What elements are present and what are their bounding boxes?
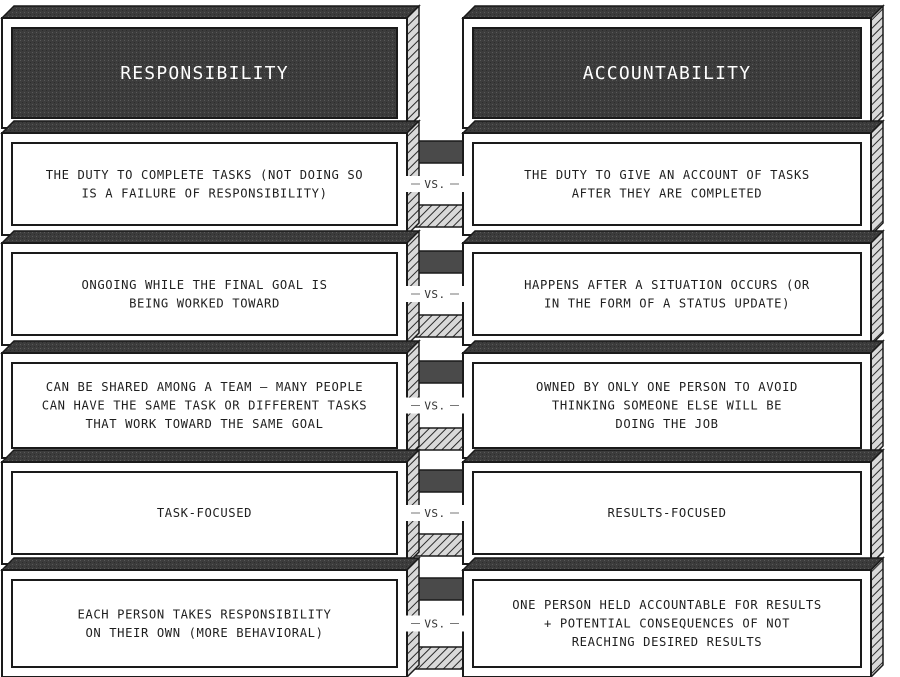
block-top-face	[463, 6, 883, 18]
left-cell-block	[2, 558, 419, 677]
left-cell-block	[2, 121, 419, 235]
block-side-face	[407, 6, 419, 128]
block-top-face	[463, 558, 883, 570]
left-cell-text-line: CAN BE SHARED AMONG A TEAM — MANY PEOPLE	[45, 380, 364, 394]
block-side-face	[871, 231, 883, 345]
right-cell-text-line: + POTENTIAL CONSEQUENCES OF NOT	[543, 616, 791, 631]
vs-label: VS.	[424, 288, 446, 301]
cell-panel	[473, 253, 861, 335]
block-side-face	[871, 6, 883, 128]
right-cell-text-line: RESULTS-FOCUSED	[607, 506, 727, 520]
left-cell-text-line: IS A FAILURE OF RESPONSIBILITY)	[81, 186, 328, 201]
right-cell-text-line: THINKING SOMEONE ELSE WILL BE	[551, 398, 783, 413]
left-cell-block	[2, 450, 419, 564]
right-cell-text-line: IN THE FORM OF A STATUS UPDATE)	[543, 296, 791, 311]
block-top-face	[463, 341, 883, 353]
left-cell-block	[2, 341, 419, 458]
accountability-heading: ACCOUNTABILITY	[582, 63, 752, 84]
block-top-face	[2, 558, 419, 570]
block-top-face	[2, 450, 419, 462]
cell-panel	[12, 580, 397, 667]
block-top-face	[463, 450, 883, 462]
cell-panel	[473, 143, 861, 225]
right-header-block	[463, 6, 883, 128]
right-cell-block	[463, 341, 883, 458]
left-cell-text-line: THE DUTY TO COMPLETE TASKS (NOT DOING SO	[45, 167, 364, 182]
vs-label: VS.	[424, 178, 446, 191]
right-cell-block	[463, 450, 883, 564]
left-cell-block	[2, 231, 419, 345]
right-cell-text-line: HAPPENS AFTER A SITUATION OCCURS (OR	[524, 277, 810, 292]
right-cell-block	[463, 558, 883, 677]
responsibility-column	[2, 6, 419, 677]
left-cell-text-line: THAT WORK TOWARD THE SAME GOAL	[85, 417, 324, 431]
right-cell-text-line: THE DUTY TO GIVE AN ACCOUNT OF TASKS	[524, 167, 810, 182]
left-cell-text-line: TASK-FOCUSED	[156, 506, 253, 520]
left-cell-text-line: ON THEIR OWN (MORE BEHAVIORAL)	[85, 625, 324, 640]
right-cell-block	[463, 121, 883, 235]
block-top-face	[463, 231, 883, 243]
right-cell-block	[463, 231, 883, 345]
block-side-face	[871, 450, 883, 564]
right-cell-text-line: REACHING DESIRED RESULTS	[571, 635, 763, 649]
right-cell-text-line: AFTER THEY ARE COMPLETED	[571, 186, 763, 201]
left-cell-text-line: ONGOING WHILE THE FINAL GOAL IS	[81, 277, 328, 292]
vs-label: VS.	[424, 399, 446, 413]
vs-label: VS.	[424, 617, 446, 631]
block-top-face	[463, 121, 883, 133]
right-cell-text-line: ONE PERSON HELD ACCOUNTABLE FOR RESULTS	[512, 598, 822, 612]
left-cell-text-line: EACH PERSON TAKES RESPONSIBILITY	[77, 607, 332, 622]
block-top-face	[2, 341, 419, 353]
block-top-face	[2, 231, 419, 243]
block-side-face	[871, 558, 883, 677]
block-top-face	[2, 121, 419, 133]
cell-panel	[12, 253, 397, 335]
right-cell-text-line: OWNED BY ONLY ONE PERSON TO AVOID	[536, 380, 798, 394]
responsibility-heading: RESPONSIBILITY	[120, 63, 289, 84]
right-cell-text-line: DOING THE JOB	[615, 417, 719, 431]
block-top-face	[2, 6, 419, 18]
vs-label: VS.	[424, 507, 446, 520]
block-side-face	[871, 341, 883, 458]
left-cell-text-line: BEING WORKED TOWARD	[129, 296, 280, 311]
left-header-block	[2, 6, 419, 128]
accountability-column	[463, 6, 883, 677]
block-side-face	[871, 121, 883, 235]
left-cell-text-line: CAN HAVE THE SAME TASK OR DIFFERENT TASKS	[41, 398, 368, 413]
cell-panel	[12, 143, 397, 225]
